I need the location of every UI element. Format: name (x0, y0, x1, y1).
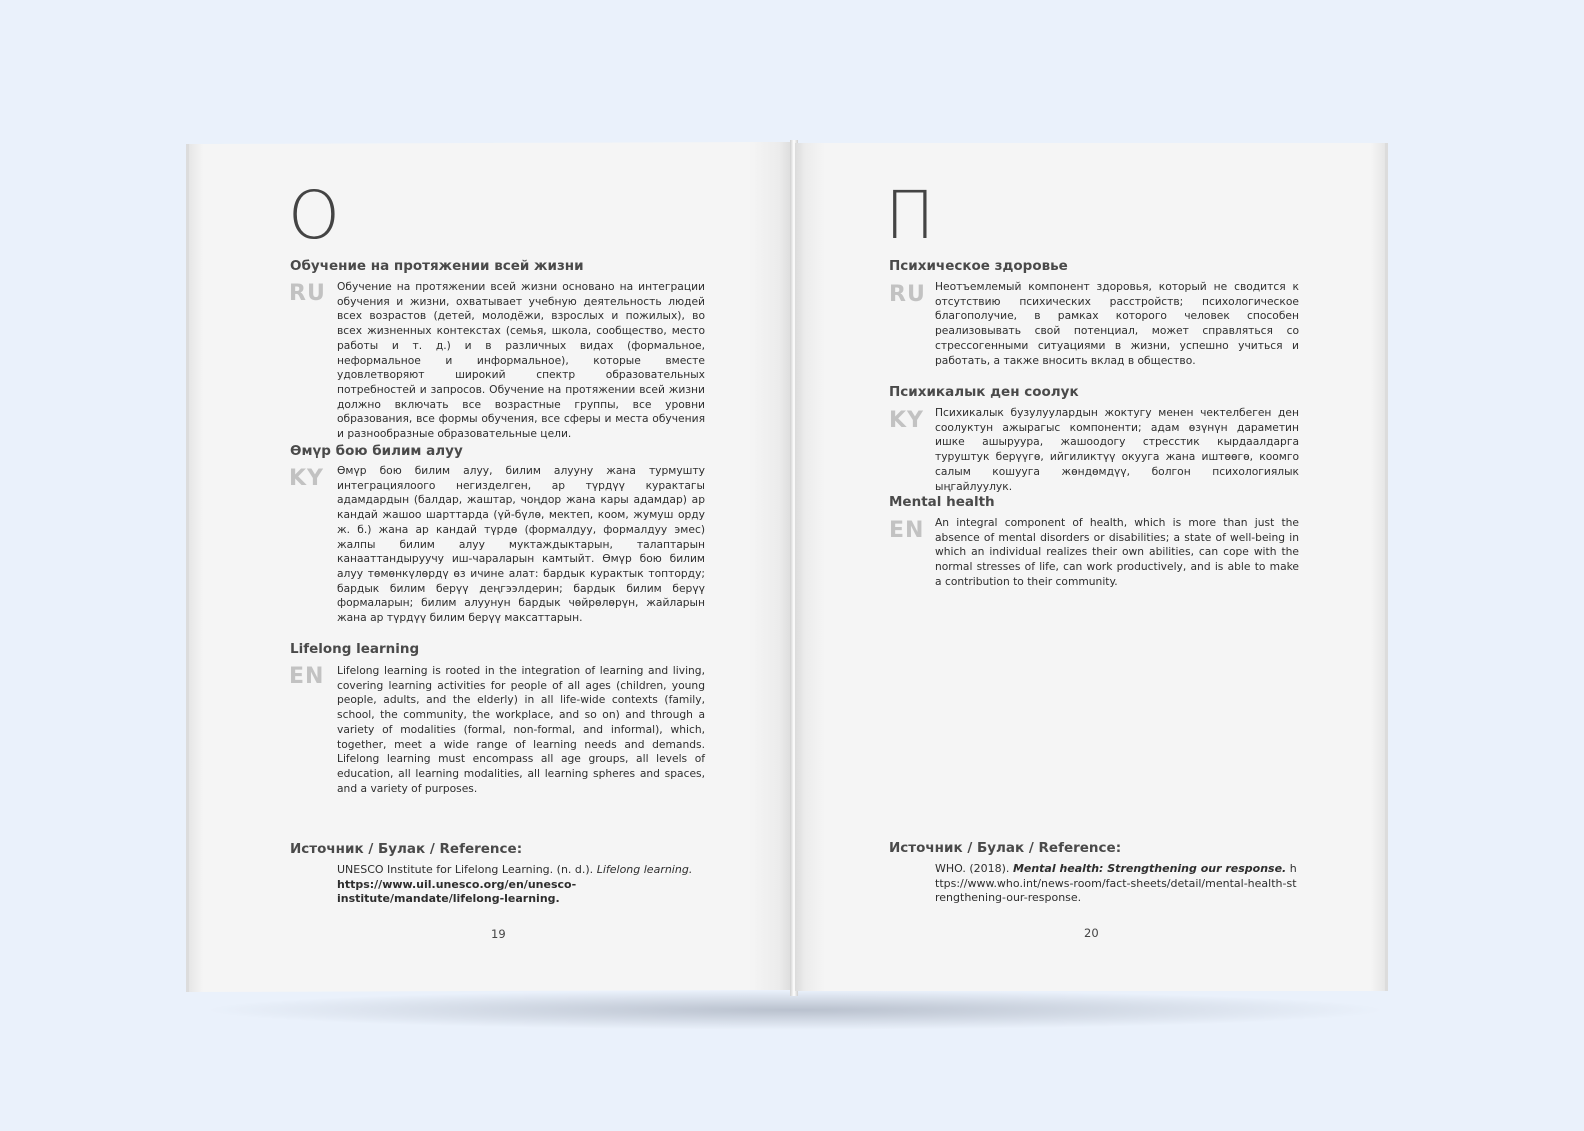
reference-link-right[interactable]: https://www.who.int/news-room/fact-sheets/detail/mental-health-strengthening-our-response. (935, 862, 1297, 905)
book-shadow (200, 990, 1390, 1030)
reference-title: Lifelong learning. (596, 863, 693, 876)
term-heading-en: Lifelong learning (290, 641, 420, 657)
page-number-right: 20 (1084, 926, 1099, 940)
lang-label-en-right: EN (889, 518, 925, 543)
term-heading-ru-right: Психическое здоровье (889, 258, 1068, 274)
page-number-left: 19 (491, 927, 506, 941)
section-letter-right: П (885, 177, 935, 254)
lang-label-ky-right: KY (889, 408, 924, 433)
definition-en-right: An integral component of health, which is more than just the absence of mental disorders or disabilities; a state of well-being in which an individual realizes their own abilities, can cope with the normal stresses of life, can work productively, and is able to make a contribution to their community. (935, 516, 1299, 588)
reference-text-right (935, 862, 1301, 906)
term-heading-ky-right: Психикалык ден соолук (889, 384, 1079, 400)
term-heading-en-right: Mental health (889, 494, 995, 510)
reference-text-left (337, 863, 709, 907)
term-heading-ru: Обучение на протяжении всей жизни (290, 258, 584, 274)
definition-ky-right: Психикалык бузулуулардын жоктугу менен чектелбеген ден соолуктун ажырагыс компоненти; адам өзүнүн дараметин ишке ашыруура, жашоодогу стресстик кырдаалдарга туруштук берүүгө, ийгиликтүү окууга жана иштөөгө, коомго салым кошууга жөндөмдүү, болгон психологиялык ыңгайлуулук. (935, 406, 1299, 493)
reference-heading-left: Источник / Булак / Reference: (290, 841, 523, 857)
lang-label-ru: RU (289, 281, 326, 306)
lang-label-en: EN (289, 664, 325, 689)
reference-heading-right: Источник / Булак / Reference: (889, 840, 1122, 856)
reference-link[interactable]: https://www.uil.unesco.org/en/unesco-institute/mandate/lifelong-learning. (337, 877, 577, 906)
reference-author: UNESCO Institute for Lifelong Learning. (n. d.). (337, 863, 594, 876)
definition-ru-right: Неотъемлемый компонент здоровья, который не сводится к отсутствию психических расстройств; психологическое благополучие, в рамках которого человек способен реализовывать свой потенциал, может справляться со стрессогенными ситуациями в жизни, успешно учиться и работать, а также вносить вклад в общество. (935, 280, 1299, 367)
section-letter-left: О (288, 177, 340, 254)
lang-label-ru-right: RU (889, 282, 926, 307)
definition-ky: Өмүр бою билим алуу, билим алууну жана турмушту интеграциялоого негизделген, ар түрдүү курактагы адамдардын (балдар, жаштар, чоңдор жана кары адамдар) ар кандай жашоо шарттарда (үй-бүлө, мектеп, коом, жумуш орду ж. б.) жана ар кандай түрдө (формалдуу, формалдуу эмес) жалпы билим алуу муктаждыктарын, талаптарын канааттандыруучу иш-чараларын камтыйт. Өмүр бою билим алуу төмөнкүлөрдү өз ичине алат: бардык курактык топторду; бардык билим берүү деңгээлдерин; бардык билим берүү формаларын; билим алуунун бардык чөйрөлөрүн, жайларын жана ар түрдүү билим берүү максаттарын. (337, 464, 705, 625)
definition-ru: Обучение на протяжении всей жизни основано на интеграции обучения и жизни, охватывает учебную деятельность людей всех возрастов (детей, молодёжи, взрослых и пожилых), во всех жизненных контекстах (семья, школа, сообщество, место работы и т. д.) и в различных видах (формальное, неформальное и информальное), которые вместе удовлетворяют широкий спектр образовательных потребностей и запросов. Обучение на протяжении всей жизни должно включать все возрастные группы, все уровни образования, все формы обучения, все сферы и места обучения и разнообразные образовательные цели. (337, 280, 705, 441)
reference-title-right: Mental health: Strengthening our response. (1012, 862, 1287, 875)
term-heading-ky: Өмүр бою билим алуу (290, 443, 463, 459)
definition-en: Lifelong learning is rooted in the integration of learning and living, covering learning activities for people of all ages (children, young people, adults, and the elderly) in all life-wide contexts (family, school, the community, the workplace, and so on) and through a variety of modalities (formal, non-formal, and informal), which, together, meet a wide range of learning needs and demands. Lifelong learning must encompass all age groups, all levels of education, all learning modalities, all learning spheres and spaces, and a variety of purposes. (337, 664, 705, 795)
reference-author-right: WHO. (2018). (935, 862, 1010, 875)
lang-label-ky: KY (289, 466, 324, 491)
